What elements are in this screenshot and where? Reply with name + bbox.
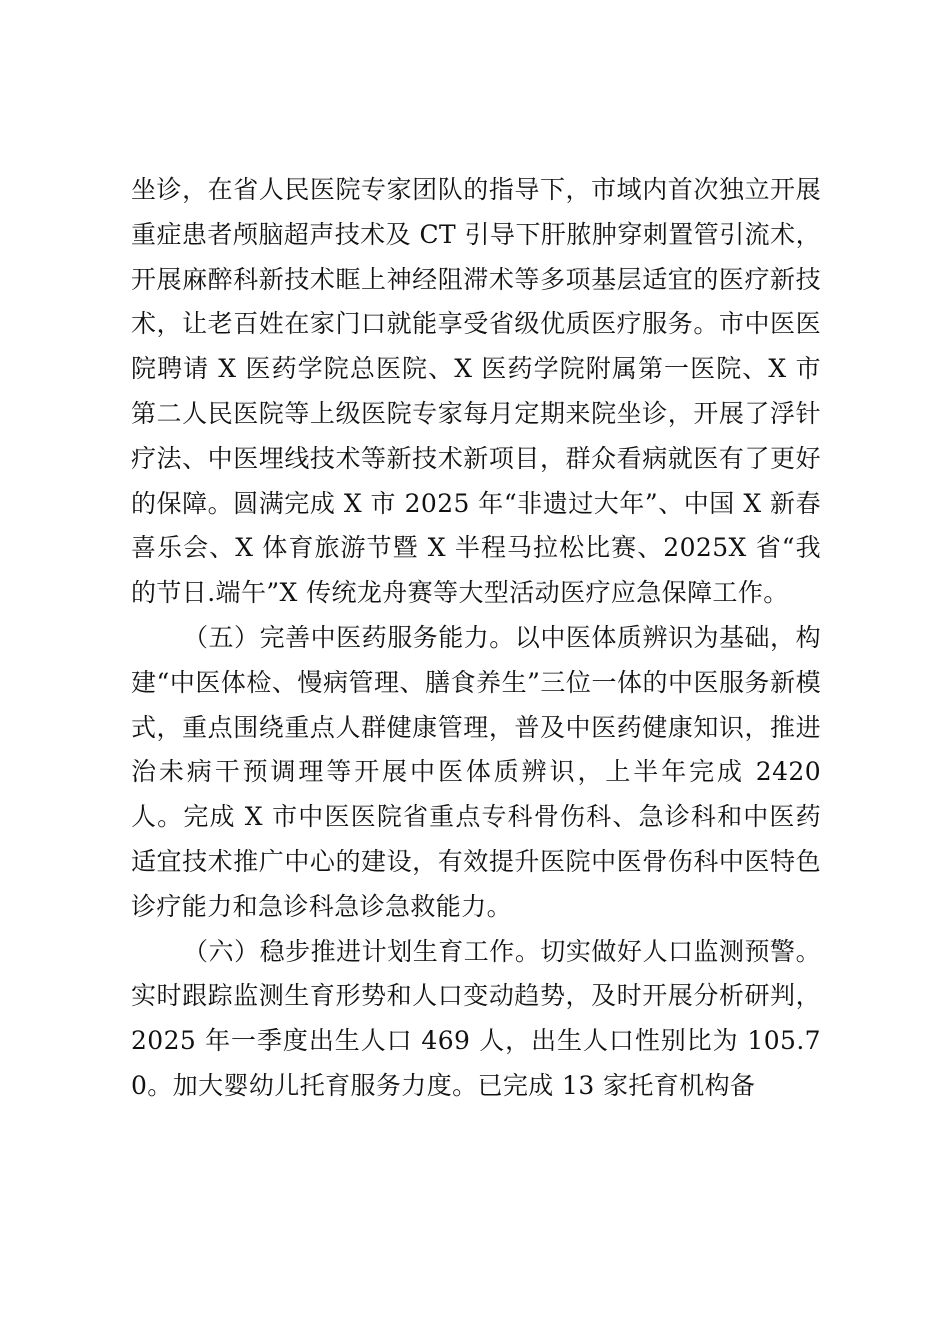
paragraph-medical-services: 坐诊，在省人民医院专家团队的指导下，市域内首次独立开展重症患者颅脑超声技术及 CT 引导下肝脓肿穿刺置管引流术，开展麻醉科新技术眶上神经阻滞术等多项基层适宜的医疗新技术，让老百姓在家门口就能享受省级优质医疗服务。市中医医院聘请 X 医药学院总医院、X 医药学院附属第一医院、X 市第二人民医院等上级医院专家每月定期来院坐诊，开展了浮针疗法、中医埋线技术等新技术新项目，群众看病就医有了更好的保障。圆满完成 X 市 2025 年“非遗过大年”、中国 X 新春喜乐会、X 体育旅游节暨 X 半程马拉松比赛、2025X 省“我的节日.端午”X 传统龙舟赛等大型活动医疗应急保障工作。	[131, 175, 821, 608]
paragraph-family-planning: （六）稳步推进计划生育工作。切实做好人口监测预警。实时跟踪监测生育形势和人口变动趋势，及时开展分析研判，2025 年一季度出生人口 469 人，出生人口性别比为 105.70。加大婴幼儿托育服务力度。已完成 13 家托育机构备	[131, 936, 821, 1100]
document-body	[131, 168, 821, 1109]
paragraph-tcm-capacity: （五）完善中医药服务能力。以中医体质辨识为基础，构建“中医体检、慢病管理、膳食养生”三位一体的中医服务新模式，重点围绕重点人群健康管理，普及中医药健康知识，推进治未病干预调理等开展中医体质辨识，上半年完成 2420 人。完成 X 市中医医院省重点专科骨伤科、急诊科和中医药适宜技术推广中心的建设，有效提升医院中医骨伤科中医特色诊疗能力和急诊科急诊急救能力。	[131, 622, 821, 921]
